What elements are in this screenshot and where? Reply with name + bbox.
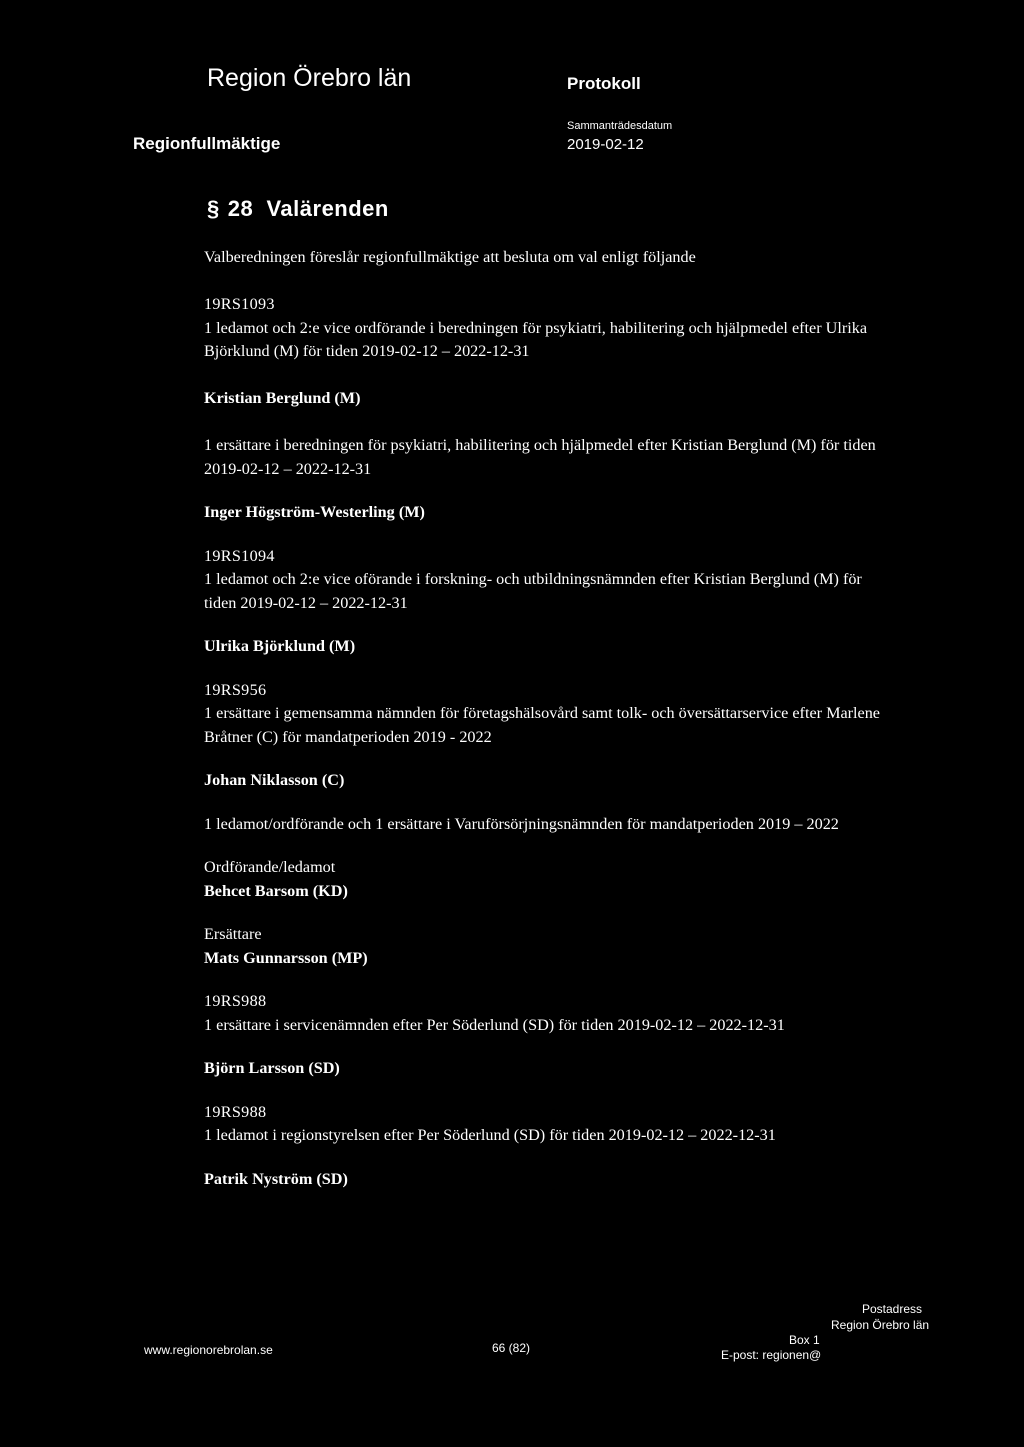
elected-name: Patrik Nyström (SD)	[204, 1169, 348, 1188]
body-name: Regionfullmäktige	[133, 134, 281, 153]
role-label: Ersättare	[204, 925, 262, 943]
protocol-content	[204, 246, 884, 1191]
meeting-date: 2019-02-12	[567, 136, 644, 153]
election-description: 1 ledamot/ordförande och 1 ersättare i Varuförsörjningsnämnden för mandatperioden 2019 – 2022	[204, 814, 839, 833]
intro-text: Valberedningen föreslår regionfullmäktige att besluta om val enligt följande	[204, 248, 696, 266]
meeting-date-label: Sammanträdesdatum	[567, 120, 673, 132]
footer-box: Box 1	[789, 1333, 820, 1347]
elected-name: Behcet Barsom (KD)	[204, 881, 348, 900]
case-number: 19RS1094	[204, 546, 275, 565]
elected-name: Inger Högström-Westerling (M)	[204, 503, 425, 521]
page-number: 66 (82)	[492, 1341, 531, 1355]
case-number: 19RS988	[204, 992, 267, 1010]
section-number: 28	[227, 196, 254, 221]
footer-postal-label: Postadress	[862, 1302, 923, 1316]
election-description: 1 ledamot och 2:e vice ordförande i beredningen för psykiatri, habilitering och hjälpmedel efter Ulrika Björklund (M) för tiden 2019-02-12 – 2022-12-31	[204, 318, 867, 360]
elected-name: Mats Gunnarsson (MP)	[204, 948, 368, 967]
case-number: 19RS956	[204, 680, 267, 699]
section-title: Valärenden	[266, 196, 389, 221]
election-description: 1 ersättare i gemensamma nämnden för företagshälsovård samt tolk- och översättarservice efter Marlene Bråtner (C) för mandatperioden 2019 - 2022	[204, 704, 880, 746]
election-description: 1 ledamot och 2:e vice oförande i forskning- och utbildningsnämnden efter Kristian Berglund (M) för tiden 2019-02-12 – 2022-12-31	[204, 570, 862, 612]
footer-email: E-post: regionen@	[721, 1348, 822, 1362]
elected-name: Ulrika Björklund (M)	[204, 637, 356, 655]
footer-website-link[interactable]: www.regionorebrolan.se	[144, 1343, 273, 1357]
footer-postal-address: Region Örebro län	[831, 1318, 930, 1332]
paragraph-icon: §	[207, 196, 220, 221]
election-description: 1 ersättare i beredningen för psykiatri, habilitering och hjälpmedel efter Kristian Berglund (M) för tiden 2019-02-12 – 2022-12-31	[204, 436, 876, 478]
organization-name: Region Örebro län	[207, 64, 412, 92]
case-number: 19RS1093	[204, 295, 275, 313]
role-label: Ordförande/ledamot	[204, 858, 336, 876]
section-heading	[207, 196, 389, 222]
document-type: Protokoll	[567, 74, 641, 93]
elected-name: Kristian Berglund (M)	[204, 389, 361, 407]
election-description: 1 ledamot i regionstyrelsen efter Per Söderlund (SD) för tiden 2019-02-12 – 2022-12-31	[204, 1126, 776, 1144]
elected-name: Johan Niklasson (C)	[204, 771, 345, 789]
election-description: 1 ersättare i servicenämnden efter Per Söderlund (SD) för tiden 2019-02-12 – 2022-12-31	[204, 1015, 785, 1034]
elected-name: Björn Larsson (SD)	[204, 1059, 340, 1077]
case-number: 19RS988	[204, 1102, 267, 1121]
